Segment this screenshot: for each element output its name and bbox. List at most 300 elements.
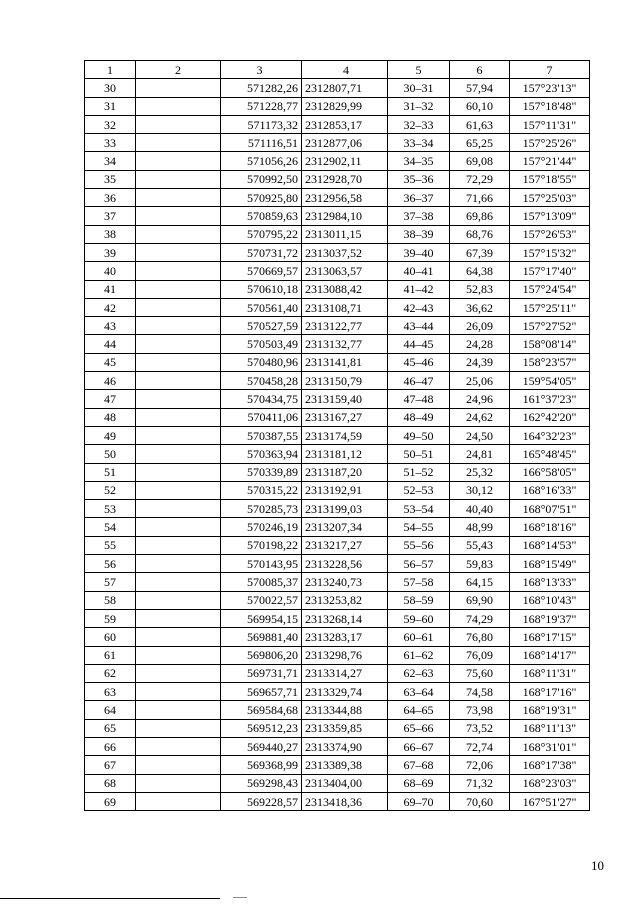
y-coordinate-cell: 2312902,11	[302, 152, 388, 170]
segment-cell: 37–38	[388, 207, 450, 225]
note-cell	[136, 225, 221, 243]
segment-cell: 43–44	[388, 317, 450, 335]
note-cell	[136, 298, 221, 316]
y-coordinate-cell: 2312807,71	[302, 79, 388, 97]
length-cell: 60,10	[450, 97, 510, 115]
segment-cell: 51–52	[388, 463, 450, 481]
column-header: 5	[388, 61, 450, 79]
length-cell: 69,90	[450, 591, 510, 609]
point-number-cell: 54	[85, 518, 136, 536]
segment-cell: 62–63	[388, 664, 450, 682]
segment-cell: 44–45	[388, 335, 450, 353]
segment-cell: 36–37	[388, 189, 450, 207]
x-coordinate-cell: 570859,63	[221, 207, 302, 225]
length-cell: 65,25	[450, 134, 510, 152]
point-number-cell: 53	[85, 500, 136, 518]
point-number-cell: 31	[85, 97, 136, 115]
x-coordinate-cell: 569806,20	[221, 646, 302, 664]
bearing-cell: 168°10'43"	[510, 591, 590, 609]
note-cell	[136, 719, 221, 737]
page-number: 10	[591, 858, 604, 873]
y-coordinate-cell: 2313150,79	[302, 372, 388, 390]
x-coordinate-cell: 569512,23	[221, 719, 302, 737]
table-row	[85, 353, 590, 371]
y-coordinate-cell: 2313174,59	[302, 426, 388, 444]
note-cell	[136, 609, 221, 627]
table-row	[85, 170, 590, 188]
point-number-cell: 48	[85, 408, 136, 426]
bearing-cell: 157°13'09"	[510, 207, 590, 225]
x-coordinate-cell: 570285,73	[221, 500, 302, 518]
x-coordinate-cell: 569657,71	[221, 683, 302, 701]
bearing-cell: 168°31'01"	[510, 737, 590, 755]
y-coordinate-cell: 2313268,14	[302, 609, 388, 627]
segment-cell: 64–65	[388, 701, 450, 719]
length-cell: 74,58	[450, 683, 510, 701]
bearing-cell: 168°13'33"	[510, 573, 590, 591]
y-coordinate-cell: 2313228,56	[302, 555, 388, 573]
segment-cell: 68–69	[388, 774, 450, 792]
x-coordinate-cell: 570561,40	[221, 298, 302, 316]
bearing-cell: 157°15'32"	[510, 243, 590, 261]
point-number-cell: 50	[85, 445, 136, 463]
length-cell: 71,66	[450, 189, 510, 207]
length-cell: 25,06	[450, 372, 510, 390]
table-row	[85, 481, 590, 499]
x-coordinate-cell: 570339,89	[221, 463, 302, 481]
column-header: 1	[85, 61, 136, 79]
x-coordinate-cell: 570387,55	[221, 426, 302, 444]
bearing-cell: 158°08'14"	[510, 335, 590, 353]
point-number-cell: 58	[85, 591, 136, 609]
bearing-cell: 168°11'13"	[510, 719, 590, 737]
bearing-cell: 165°48'45"	[510, 445, 590, 463]
y-coordinate-cell: 2313344,88	[302, 701, 388, 719]
point-number-cell: 57	[85, 573, 136, 591]
note-cell	[136, 243, 221, 261]
note-cell	[136, 445, 221, 463]
bearing-cell: 168°11'31"	[510, 664, 590, 682]
bearing-cell: 168°16'33"	[510, 481, 590, 499]
length-cell: 24,96	[450, 390, 510, 408]
length-cell: 70,60	[450, 792, 510, 810]
note-cell	[136, 500, 221, 518]
table-row	[85, 408, 590, 426]
x-coordinate-cell: 571228,77	[221, 97, 302, 115]
table-row	[85, 573, 590, 591]
table-row	[85, 774, 590, 792]
segment-cell: 58–59	[388, 591, 450, 609]
x-coordinate-cell: 570198,22	[221, 536, 302, 554]
y-coordinate-cell: 2313192,91	[302, 481, 388, 499]
table-row	[85, 134, 590, 152]
table-row	[85, 262, 590, 280]
x-coordinate-cell: 570434,75	[221, 390, 302, 408]
bearing-cell: 157°26'53"	[510, 225, 590, 243]
segment-cell: 47–48	[388, 390, 450, 408]
bearing-cell: 157°23'13"	[510, 79, 590, 97]
table-row	[85, 463, 590, 481]
x-coordinate-cell: 569228,57	[221, 792, 302, 810]
segment-cell: 45–46	[388, 353, 450, 371]
bearing-cell: 168°17'15"	[510, 628, 590, 646]
bearing-cell: 168°17'16"	[510, 683, 590, 701]
length-cell: 61,63	[450, 115, 510, 133]
length-cell: 36,62	[450, 298, 510, 316]
y-coordinate-cell: 2313141,81	[302, 353, 388, 371]
length-cell: 72,74	[450, 737, 510, 755]
table-row	[85, 628, 590, 646]
bearing-cell: 157°11'31"	[510, 115, 590, 133]
table-row	[85, 317, 590, 335]
point-number-cell: 43	[85, 317, 136, 335]
point-number-cell: 59	[85, 609, 136, 627]
length-cell: 76,09	[450, 646, 510, 664]
point-number-cell: 65	[85, 719, 136, 737]
length-cell: 69,08	[450, 152, 510, 170]
segment-cell: 54–55	[388, 518, 450, 536]
table-row	[85, 335, 590, 353]
y-coordinate-cell: 2313418,36	[302, 792, 388, 810]
point-number-cell: 49	[85, 426, 136, 444]
bearing-cell: 157°25'03"	[510, 189, 590, 207]
segment-cell: 53–54	[388, 500, 450, 518]
note-cell	[136, 591, 221, 609]
note-cell	[136, 664, 221, 682]
x-coordinate-cell: 571173,32	[221, 115, 302, 133]
segment-cell: 34–35	[388, 152, 450, 170]
x-coordinate-cell: 570022,57	[221, 591, 302, 609]
point-number-cell: 68	[85, 774, 136, 792]
point-number-cell: 36	[85, 189, 136, 207]
segment-cell: 46–47	[388, 372, 450, 390]
note-cell	[136, 134, 221, 152]
x-coordinate-cell: 570992,50	[221, 170, 302, 188]
y-coordinate-cell: 2313374,90	[302, 737, 388, 755]
length-cell: 73,98	[450, 701, 510, 719]
note-cell	[136, 646, 221, 664]
footnote-separator	[0, 898, 220, 899]
table-row	[85, 115, 590, 133]
y-coordinate-cell: 2313359,85	[302, 719, 388, 737]
point-number-cell: 60	[85, 628, 136, 646]
bearing-cell: 157°18'48"	[510, 97, 590, 115]
y-coordinate-cell: 2313283,17	[302, 628, 388, 646]
note-cell	[136, 408, 221, 426]
bearing-cell: 157°24'54"	[510, 280, 590, 298]
length-cell: 74,29	[450, 609, 510, 627]
bearing-cell: 159°54'05"	[510, 372, 590, 390]
table-row	[85, 500, 590, 518]
length-cell: 24,81	[450, 445, 510, 463]
y-coordinate-cell: 2313037,52	[302, 243, 388, 261]
length-cell: 48,99	[450, 518, 510, 536]
segment-cell: 49–50	[388, 426, 450, 444]
point-number-cell: 69	[85, 792, 136, 810]
y-coordinate-cell: 2312853,17	[302, 115, 388, 133]
x-coordinate-cell: 570795,22	[221, 225, 302, 243]
y-coordinate-cell: 2313253,82	[302, 591, 388, 609]
x-coordinate-cell: 571282,26	[221, 79, 302, 97]
segment-cell: 60–61	[388, 628, 450, 646]
point-number-cell: 41	[85, 280, 136, 298]
x-coordinate-cell: 570411,06	[221, 408, 302, 426]
table-header-row	[85, 61, 590, 79]
table-row	[85, 737, 590, 755]
note-cell	[136, 115, 221, 133]
table-row	[85, 79, 590, 97]
point-number-cell: 51	[85, 463, 136, 481]
y-coordinate-cell: 2312829,99	[302, 97, 388, 115]
segment-cell: 50–51	[388, 445, 450, 463]
segment-cell: 66–67	[388, 737, 450, 755]
table-body	[85, 79, 590, 811]
length-cell: 64,15	[450, 573, 510, 591]
y-coordinate-cell: 2313217,27	[302, 536, 388, 554]
x-coordinate-cell: 570925,80	[221, 189, 302, 207]
length-cell: 73,52	[450, 719, 510, 737]
table-row	[85, 609, 590, 627]
x-coordinate-cell: 569368,99	[221, 756, 302, 774]
point-number-cell: 56	[85, 555, 136, 573]
footer-mark	[233, 897, 247, 898]
bearing-cell: 164°32'23"	[510, 426, 590, 444]
y-coordinate-cell: 2313240,73	[302, 573, 388, 591]
point-number-cell: 37	[85, 207, 136, 225]
y-coordinate-cell: 2313181,12	[302, 445, 388, 463]
bearing-cell: 168°14'17"	[510, 646, 590, 664]
note-cell	[136, 335, 221, 353]
length-cell: 55,43	[450, 536, 510, 554]
table-row	[85, 280, 590, 298]
y-coordinate-cell: 2313207,34	[302, 518, 388, 536]
table-row	[85, 518, 590, 536]
table-row	[85, 756, 590, 774]
column-header: 3	[221, 61, 302, 79]
segment-cell: 61–62	[388, 646, 450, 664]
x-coordinate-cell: 569881,40	[221, 628, 302, 646]
coordinates-table	[84, 60, 590, 811]
point-number-cell: 35	[85, 170, 136, 188]
note-cell	[136, 774, 221, 792]
length-cell: 75,60	[450, 664, 510, 682]
point-number-cell: 62	[85, 664, 136, 682]
length-cell: 72,06	[450, 756, 510, 774]
segment-cell: 48–49	[388, 408, 450, 426]
y-coordinate-cell: 2313122,77	[302, 317, 388, 335]
segment-cell: 38–39	[388, 225, 450, 243]
table-row	[85, 207, 590, 225]
note-cell	[136, 189, 221, 207]
note-cell	[136, 481, 221, 499]
note-cell	[136, 518, 221, 536]
note-cell	[136, 573, 221, 591]
point-number-cell: 67	[85, 756, 136, 774]
bearing-cell: 167°51'27"	[510, 792, 590, 810]
x-coordinate-cell: 569954,15	[221, 609, 302, 627]
table-row	[85, 701, 590, 719]
length-cell: 24,39	[450, 353, 510, 371]
bearing-cell: 158°23'57"	[510, 353, 590, 371]
bearing-cell: 166°58'05"	[510, 463, 590, 481]
bearing-cell: 157°21'44"	[510, 152, 590, 170]
table-row	[85, 664, 590, 682]
table-row	[85, 390, 590, 408]
segment-cell: 41–42	[388, 280, 450, 298]
point-number-cell: 32	[85, 115, 136, 133]
note-cell	[136, 426, 221, 444]
bearing-cell: 157°27'52"	[510, 317, 590, 335]
table-row	[85, 536, 590, 554]
segment-cell: 65–66	[388, 719, 450, 737]
segment-cell: 57–58	[388, 573, 450, 591]
length-cell: 24,28	[450, 335, 510, 353]
point-number-cell: 40	[85, 262, 136, 280]
segment-cell: 67–68	[388, 756, 450, 774]
point-number-cell: 47	[85, 390, 136, 408]
note-cell	[136, 737, 221, 755]
point-number-cell: 63	[85, 683, 136, 701]
point-number-cell: 44	[85, 335, 136, 353]
length-cell: 71,32	[450, 774, 510, 792]
column-header: 7	[510, 61, 590, 79]
length-cell: 67,39	[450, 243, 510, 261]
y-coordinate-cell: 2313298,76	[302, 646, 388, 664]
point-number-cell: 33	[85, 134, 136, 152]
segment-cell: 63–64	[388, 683, 450, 701]
note-cell	[136, 79, 221, 97]
length-cell: 76,80	[450, 628, 510, 646]
note-cell	[136, 756, 221, 774]
x-coordinate-cell: 570527,59	[221, 317, 302, 335]
x-coordinate-cell: 570503,49	[221, 335, 302, 353]
table-row	[85, 152, 590, 170]
column-header: 2	[136, 61, 221, 79]
segment-cell: 59–60	[388, 609, 450, 627]
segment-cell: 52–53	[388, 481, 450, 499]
y-coordinate-cell: 2313199,03	[302, 500, 388, 518]
segment-cell: 55–56	[388, 536, 450, 554]
x-coordinate-cell: 569440,27	[221, 737, 302, 755]
bearing-cell: 157°25'26"	[510, 134, 590, 152]
length-cell: 57,94	[450, 79, 510, 97]
table-row	[85, 591, 590, 609]
bearing-cell: 161°37'23"	[510, 390, 590, 408]
y-coordinate-cell: 2312956,58	[302, 189, 388, 207]
note-cell	[136, 317, 221, 335]
table-row	[85, 445, 590, 463]
point-number-cell: 52	[85, 481, 136, 499]
note-cell	[136, 372, 221, 390]
bearing-cell: 168°19'31"	[510, 701, 590, 719]
length-cell: 40,40	[450, 500, 510, 518]
point-number-cell: 46	[85, 372, 136, 390]
column-header: 4	[302, 61, 388, 79]
y-coordinate-cell: 2313108,71	[302, 298, 388, 316]
table-row	[85, 426, 590, 444]
x-coordinate-cell: 570246,19	[221, 518, 302, 536]
point-number-cell: 55	[85, 536, 136, 554]
segment-cell: 31–32	[388, 97, 450, 115]
table-row	[85, 792, 590, 810]
point-number-cell: 38	[85, 225, 136, 243]
table-row	[85, 225, 590, 243]
point-number-cell: 64	[85, 701, 136, 719]
bearing-cell: 168°07'51"	[510, 500, 590, 518]
y-coordinate-cell: 2312928,70	[302, 170, 388, 188]
x-coordinate-cell: 570669,57	[221, 262, 302, 280]
note-cell	[136, 463, 221, 481]
bearing-cell: 157°17'40"	[510, 262, 590, 280]
x-coordinate-cell: 569731,71	[221, 664, 302, 682]
note-cell	[136, 262, 221, 280]
length-cell: 26,09	[450, 317, 510, 335]
x-coordinate-cell: 570143,95	[221, 555, 302, 573]
note-cell	[136, 792, 221, 810]
point-number-cell: 42	[85, 298, 136, 316]
segment-cell: 32–33	[388, 115, 450, 133]
y-coordinate-cell: 2312877,06	[302, 134, 388, 152]
y-coordinate-cell: 2313389,38	[302, 756, 388, 774]
length-cell: 30,12	[450, 481, 510, 499]
y-coordinate-cell: 2313314,27	[302, 664, 388, 682]
point-number-cell: 34	[85, 152, 136, 170]
y-coordinate-cell: 2313063,57	[302, 262, 388, 280]
bearing-cell: 162°42'20"	[510, 408, 590, 426]
x-coordinate-cell: 570458,28	[221, 372, 302, 390]
length-cell: 72,29	[450, 170, 510, 188]
table-row	[85, 97, 590, 115]
point-number-cell: 61	[85, 646, 136, 664]
note-cell	[136, 280, 221, 298]
note-cell	[136, 97, 221, 115]
note-cell	[136, 628, 221, 646]
y-coordinate-cell: 2313329,74	[302, 683, 388, 701]
length-cell: 25,32	[450, 463, 510, 481]
x-coordinate-cell: 570610,18	[221, 280, 302, 298]
table-row	[85, 646, 590, 664]
bearing-cell: 168°15'49"	[510, 555, 590, 573]
length-cell: 24,62	[450, 408, 510, 426]
x-coordinate-cell: 570315,22	[221, 481, 302, 499]
table-row	[85, 243, 590, 261]
point-number-cell: 30	[85, 79, 136, 97]
bearing-cell: 157°25'11"	[510, 298, 590, 316]
bearing-cell: 168°14'53"	[510, 536, 590, 554]
segment-cell: 39–40	[388, 243, 450, 261]
length-cell: 24,50	[450, 426, 510, 444]
y-coordinate-cell: 2313187,20	[302, 463, 388, 481]
note-cell	[136, 683, 221, 701]
y-coordinate-cell: 2313167,27	[302, 408, 388, 426]
segment-cell: 33–34	[388, 134, 450, 152]
length-cell: 64,38	[450, 262, 510, 280]
bearing-cell: 168°17'38"	[510, 756, 590, 774]
note-cell	[136, 390, 221, 408]
segment-cell: 35–36	[388, 170, 450, 188]
note-cell	[136, 152, 221, 170]
y-coordinate-cell: 2312984,10	[302, 207, 388, 225]
length-cell: 59,83	[450, 555, 510, 573]
segment-cell: 40–41	[388, 262, 450, 280]
table-row	[85, 372, 590, 390]
y-coordinate-cell: 2313011,15	[302, 225, 388, 243]
x-coordinate-cell: 571056,26	[221, 152, 302, 170]
note-cell	[136, 170, 221, 188]
length-cell: 52,83	[450, 280, 510, 298]
segment-cell: 30–31	[388, 79, 450, 97]
point-number-cell: 45	[85, 353, 136, 371]
